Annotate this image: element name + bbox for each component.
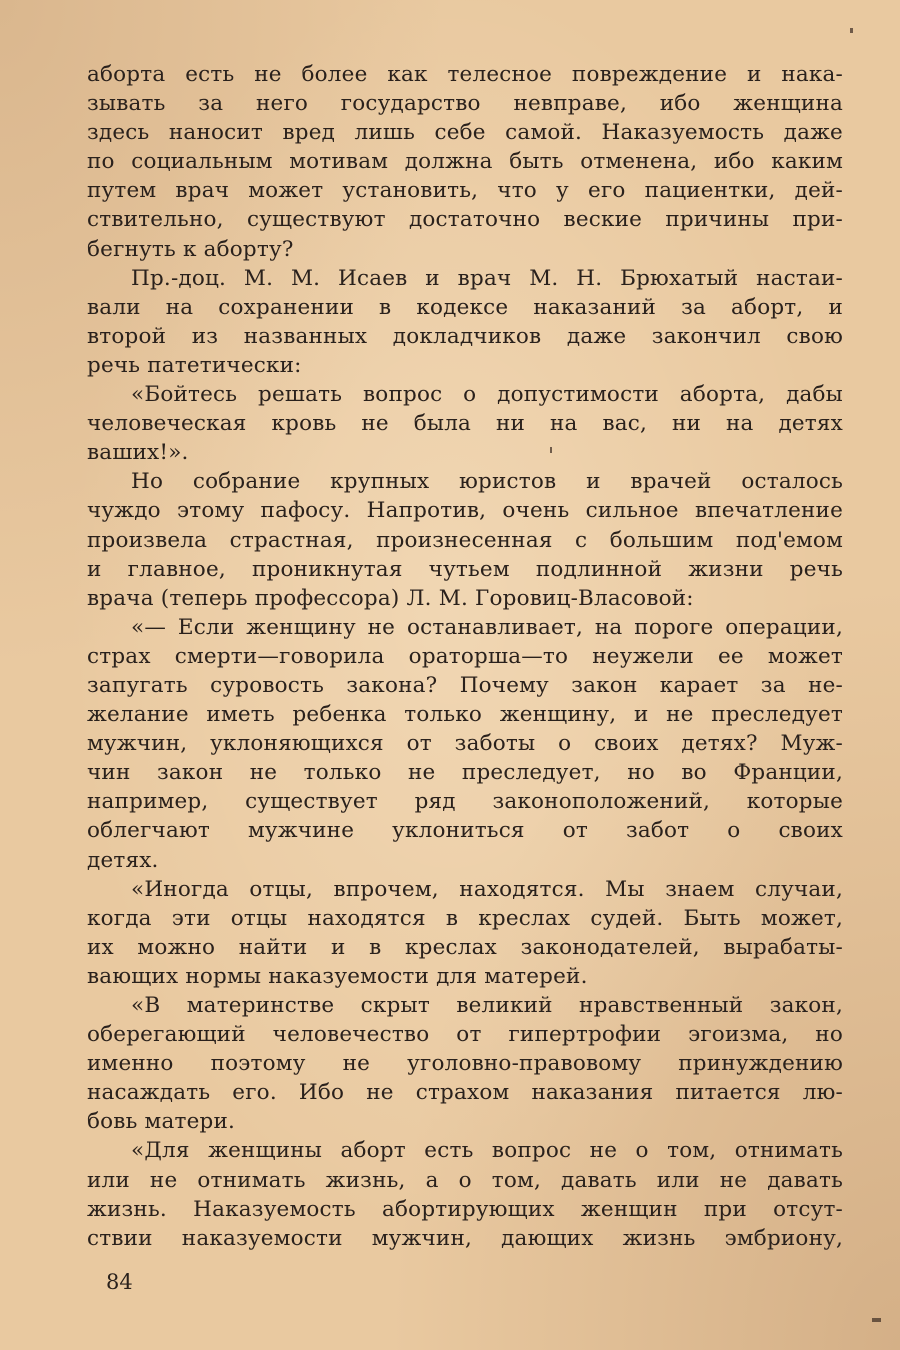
text-line: по социальным мотивам должна быть отменена, ибо каким [87, 149, 843, 175]
text-line: вали на сохранении в кодексе наказаний за аборт, и [87, 294, 843, 320]
page-number: 84 [106, 1270, 133, 1294]
text-line: Но собрание крупных юристов и врачей осталось [131, 469, 843, 495]
print-speck [550, 447, 552, 453]
text-line: речь патетически: [87, 352, 302, 378]
text-line: насаждать его. Ибо не страхом наказания питается лю- [87, 1080, 843, 1106]
text-line: или не отнимать жизнь, а о том, давать или не давать [87, 1167, 843, 1193]
text-line: «Для женщины аборт есть вопрос не о том, отнимать [131, 1138, 843, 1164]
text-line: ствии наказуемости мужчин, дающих жизнь эмбриону, [87, 1225, 843, 1251]
text-line: детях. [87, 847, 159, 873]
text-line: Пр.-доц. М. М. Исаев и врач М. Н. Брюхатый настаи- [131, 265, 843, 291]
text-line: «— Если женщину не останавливает, на пороге операции, [131, 614, 843, 640]
text-line: мужчин, уклоняющихся от заботы о своих детях? Муж- [87, 731, 843, 757]
text-line: чуждо этому пафосу. Напротив, очень сильное впечатление [87, 498, 843, 524]
text-line: бовь матери. [87, 1109, 236, 1135]
text-line: человеческая кровь не была ни на вас, ни на детях [87, 411, 843, 437]
text-line: оберегающий человечество от гипертрофии эгоизма, но [87, 1022, 843, 1048]
text-line: страх смерти—говорила ораторша—то неужели ее может [87, 643, 843, 669]
text-line: второй из названных докладчиков даже закончил свою [87, 323, 843, 349]
text-line: например, существует ряд законоположений, которые [87, 789, 843, 815]
text-line: врача (теперь профессора) Л. М. Горовиц-Власовой: [87, 585, 694, 611]
text-line: ваших!». [87, 440, 189, 466]
text-line: их можно найти и в креслах законодателей, вырабаты- [87, 934, 843, 960]
text-line: облегчают мужчине уклониться от забот о своих [87, 818, 843, 844]
text-line: здесь наносит вред лишь себе самой. Наказуемость даже [87, 120, 843, 146]
text-line: желание иметь ребенка только женщину, и не преследует [87, 702, 843, 728]
text-line: зывать за него государство невправе, ибо женщина [87, 91, 843, 117]
text-line: чин закон не только не преследует, но во Франции, [87, 760, 843, 786]
text-line: когда эти отцы находятся в креслах судей. Быть может, [87, 905, 843, 931]
text-line: «В материнстве скрыт великий нравственный закон, [131, 993, 843, 1018]
text-line: вающих нормы наказуемости для матерей. [87, 963, 588, 989]
text-line: «Иногда отцы, впрочем, находятся. Мы знаем случаи, [131, 876, 843, 902]
text-line: жизнь. Наказуемость абортирующих женщин при отсут- [87, 1196, 843, 1222]
text-line: запугать суровость закона? Почему закон карает за не- [87, 672, 843, 698]
text-line: и главное, проникнутая чутьем подлинной жизни речь [87, 556, 843, 582]
text-line: произвела страстная, произнесенная с большим под'емом [87, 527, 843, 553]
print-speck [850, 28, 853, 33]
text-line: бегнуть к аборту? [87, 236, 294, 262]
text-line: путем врач может установить, что у его пациентки, дей- [87, 178, 843, 204]
text-line: ствительно, существуют достаточно веские причины при- [87, 207, 843, 233]
text-line: именно поэтому не уголовно-правовому принуждению [87, 1051, 843, 1077]
text-line: аборта есть не более как телесное повреждение и нака- [87, 62, 843, 87]
body-text [87, 60, 843, 1253]
print-speck [872, 1318, 881, 1322]
text-line: «Бойтесь решать вопрос о допустимости аборта, дабы [131, 382, 843, 408]
